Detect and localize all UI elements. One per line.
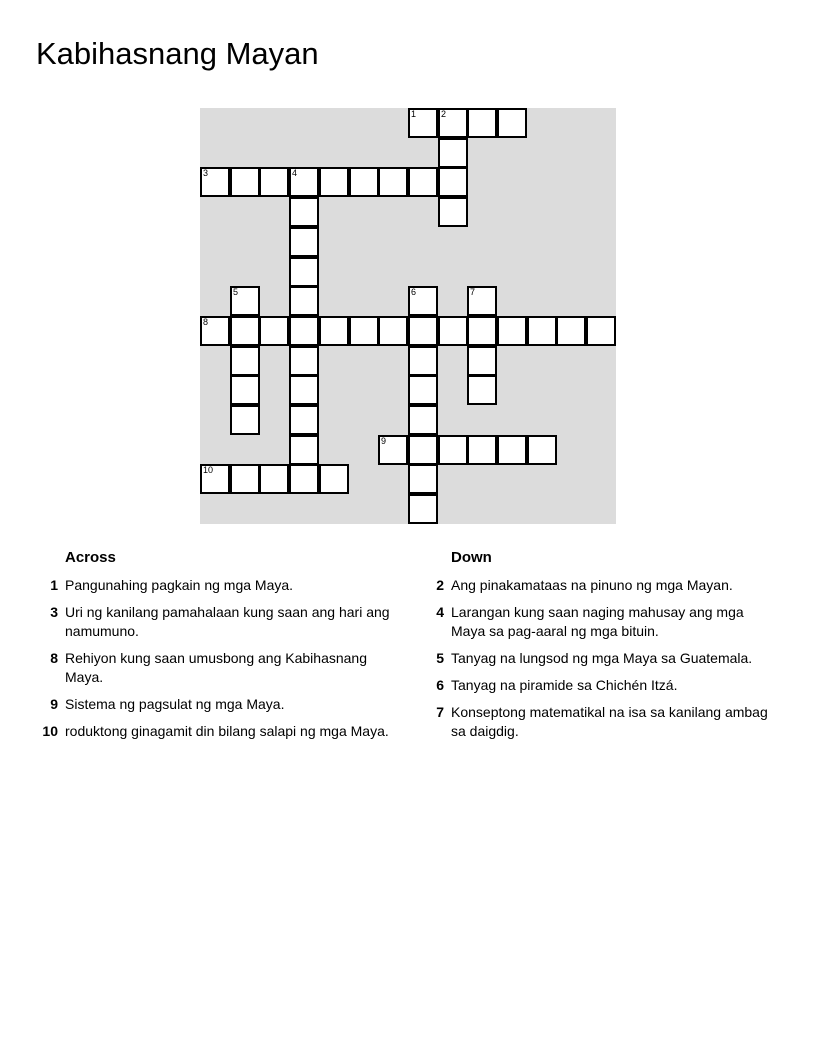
crossword-cell[interactable] — [349, 316, 379, 346]
crossword-cell[interactable] — [230, 316, 260, 346]
crossword-cell[interactable] — [556, 316, 586, 346]
crossword-cell[interactable] — [230, 346, 260, 376]
crossword-cell[interactable] — [289, 167, 319, 197]
clue-text: Konseptong matematikal na isa sa kanilang ambag sa daigdig. — [451, 704, 768, 739]
clue-number: 10 — [42, 723, 58, 739]
crossword-cell[interactable] — [230, 286, 260, 316]
clue-number: 2 — [441, 109, 447, 119]
crossword-cell[interactable] — [289, 257, 319, 287]
clue-item — [36, 603, 396, 641]
clue-number: 6 — [411, 287, 417, 297]
crossword-cell[interactable] — [467, 316, 497, 346]
crossword-cell[interactable] — [408, 316, 438, 346]
crossword-cell[interactable] — [408, 346, 438, 376]
crossword-cell[interactable] — [467, 286, 497, 316]
crossword-cell[interactable] — [289, 405, 319, 435]
clue-text: Ang pinakamataas na pinuno ng mga Mayan. — [451, 577, 733, 593]
crossword-cell[interactable] — [378, 316, 408, 346]
crossword-cell[interactable] — [408, 494, 438, 524]
crossword-cell[interactable] — [408, 286, 438, 316]
crossword-cell[interactable] — [319, 316, 349, 346]
crossword-cell[interactable] — [289, 435, 319, 465]
crossword-cell[interactable] — [438, 108, 468, 138]
crossword-cell[interactable] — [408, 375, 438, 405]
crossword-cell[interactable] — [319, 464, 349, 494]
clue-number: 4 — [436, 604, 444, 620]
clue-number: 8 — [203, 317, 209, 327]
clue-number: 2 — [436, 577, 444, 593]
clue-number: 7 — [436, 704, 444, 720]
crossword-cell[interactable] — [438, 435, 468, 465]
clue-number: 9 — [381, 436, 387, 446]
crossword-cell[interactable] — [438, 167, 468, 197]
crossword-cell[interactable] — [230, 375, 260, 405]
crossword-cell[interactable] — [527, 316, 557, 346]
clue-text: Larangan kung saan naging mahusay ang mga Maya sa pag-aaral ng mga bituin. — [451, 604, 744, 639]
crossword-cell[interactable] — [467, 346, 497, 376]
clue-item — [422, 576, 782, 595]
down-clue-list — [422, 576, 782, 741]
page-title: Kabihasnang Mayan — [36, 36, 319, 71]
crossword-cell[interactable] — [289, 286, 319, 316]
clue-number: 9 — [50, 696, 58, 712]
crossword-cell[interactable] — [259, 167, 289, 197]
clue-item — [422, 676, 782, 695]
crossword-cell[interactable] — [467, 375, 497, 405]
crossword-cell[interactable] — [230, 464, 260, 494]
clue-text: Pangunahing pagkain ng mga Maya. — [65, 577, 294, 593]
clue-number: 7 — [470, 287, 476, 297]
clue-number: 6 — [436, 677, 444, 693]
crossword-cell[interactable] — [408, 108, 438, 138]
clue-number: 5 — [436, 650, 444, 666]
crossword-cell[interactable] — [200, 316, 230, 346]
clue-text: Rehiyon kung saan umusbong ang Kabihasnang Maya. — [65, 650, 368, 685]
clue-text: Tanyag na lungsod ng mga Maya sa Guatemala. — [451, 650, 753, 666]
crossword-cell[interactable] — [200, 464, 230, 494]
across-clues — [36, 544, 396, 749]
clue-number: 4 — [292, 168, 298, 178]
clue-number: 10 — [203, 465, 214, 475]
crossword-cell[interactable] — [200, 167, 230, 197]
crossword-cell[interactable] — [259, 464, 289, 494]
crossword-cell[interactable] — [527, 435, 557, 465]
crossword-cell[interactable] — [408, 464, 438, 494]
clue-text: Tanyag na piramide sa Chichén Itzá. — [451, 677, 678, 693]
crossword-grid — [200, 108, 616, 524]
crossword-cell[interactable] — [378, 435, 408, 465]
crossword-cell[interactable] — [378, 167, 408, 197]
down-heading: Down — [451, 549, 492, 566]
crossword-cell[interactable] — [497, 435, 527, 465]
crossword-cell[interactable] — [408, 405, 438, 435]
crossword-cell[interactable] — [289, 316, 319, 346]
crossword-cell[interactable] — [289, 346, 319, 376]
clue-text: Uri ng kanilang pamahalaan kung saan ang hari ang namumuno. — [65, 604, 390, 639]
clue-number: 1 — [411, 109, 417, 119]
clue-number: 3 — [50, 604, 58, 620]
down-clues — [422, 544, 782, 749]
clue-number: 3 — [203, 168, 209, 178]
crossword-cell[interactable] — [289, 227, 319, 257]
clue-text: roduktong ginagamit din bilang salapi ng mga Maya. — [65, 723, 389, 739]
crossword-cell[interactable] — [230, 167, 260, 197]
crossword-cell[interactable] — [289, 375, 319, 405]
crossword-cell[interactable] — [586, 316, 616, 346]
crossword-cell[interactable] — [497, 108, 527, 138]
across-heading: Across — [65, 549, 116, 566]
clue-item — [422, 603, 782, 641]
crossword-cell[interactable] — [408, 435, 438, 465]
crossword-cell[interactable] — [319, 167, 349, 197]
clue-item — [422, 703, 782, 741]
clue-item — [36, 576, 396, 595]
crossword-cell[interactable] — [230, 405, 260, 435]
crossword-cell[interactable] — [349, 167, 379, 197]
crossword-cell[interactable] — [438, 316, 468, 346]
clue-number: 5 — [233, 287, 239, 297]
across-clue-list — [36, 576, 396, 741]
clue-item — [422, 649, 782, 668]
clue-number: 1 — [50, 577, 58, 593]
crossword-cell[interactable] — [497, 316, 527, 346]
clue-number: 8 — [50, 650, 58, 666]
crossword-cell[interactable] — [408, 167, 438, 197]
crossword-cell[interactable] — [467, 108, 497, 138]
clue-text: Sistema ng pagsulat ng mga Maya. — [65, 696, 285, 712]
crossword-cell[interactable] — [438, 197, 468, 227]
crossword-cell[interactable] — [259, 316, 289, 346]
clue-item — [36, 695, 396, 714]
crossword-cell[interactable] — [289, 464, 319, 494]
clue-item — [36, 649, 396, 687]
crossword-cell[interactable] — [467, 435, 497, 465]
clue-item — [36, 722, 396, 741]
crossword-cell[interactable] — [289, 197, 319, 227]
crossword-cell[interactable] — [438, 138, 468, 168]
